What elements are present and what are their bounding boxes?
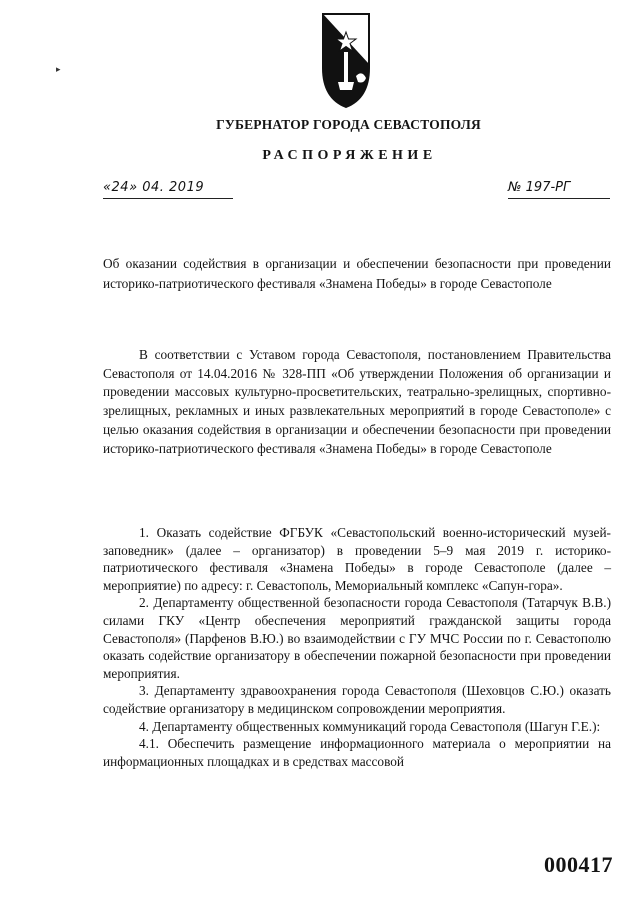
document-body [103,524,611,770]
scan-mark: ▸ [56,64,61,74]
paragraph-item-2: 2. Департаменту общественной безопасности города Севастополя (Татарчук В.В.) силами ГКУ «Центр обеспечения мероприятий гражданской защиты города Севастополя» (Парфенов В.Ю.) во взаимодействии с ГУ МЧС России по г. Севастополю оказать содействие организатору в обеспечении пожарной безопасности при проведении мероприятия. [103,595,611,681]
document-type: РАСПОРЯЖЕНИЕ [262,148,437,163]
paragraph-item-4-1: 4.1. Обеспечить размещение информационного материала о мероприятии на информационных площадках и в средствах массовой [103,736,611,769]
document-subject: Об оказании содействия в организации и обеспечении безопасности при проведении историко-патриотического фестиваля «Знамена Победы» в городе Севастополе [103,256,611,291]
paragraph-item-1: 1. Оказать содействие ФГБУК «Севастопольский военно-исторический музей-заповедник» (далее – организатор) в проведении 5–9 мая 2019 г. историко-патриотического фестиваля «Знамена Победы» в городе Севастополе (далее – мероприятие) по адресу: г. Севастополь, Мемориальный комплекс «Сапун-гора». [103,525,611,593]
governor-title: ГУБЕРНАТОР ГОРОДА СЕВАСТОПОЛЯ [216,117,481,132]
sevastopol-coat-of-arms-icon [320,10,372,110]
document-preamble: В соответствии с Уставом города Севастополя, постановлением Правительства Севастополя от 14.04.2016 № 328-ПП «Об утверждении Положения об организации и проведении массовых культурно-просветительских, театрально-зрелищных, спортивно-зрелищных, рекламных и иных развлекательных мероприятий в городе Севастополе» с целью оказания содействия в организации и обеспечении безопасности при проведении историко-патриотического фестиваля «Знамена Победы» в городе Севастополе [103,347,611,456]
document-number: № 197-РГ [508,180,571,195]
document-date: «24» 04. 2019 [103,180,205,195]
page-number: 000417 [544,852,613,877]
paragraph-item-3: 3. Департаменту здравоохранения города Севастополя (Шеховцов С.Ю.) оказать содействие организатору в медицинском сопровождении мероприятия. [103,683,611,716]
paragraph-item-4: 4. Департаменту общественных коммуникаций города Севастополя (Шагун Г.Е.): [139,718,601,734]
